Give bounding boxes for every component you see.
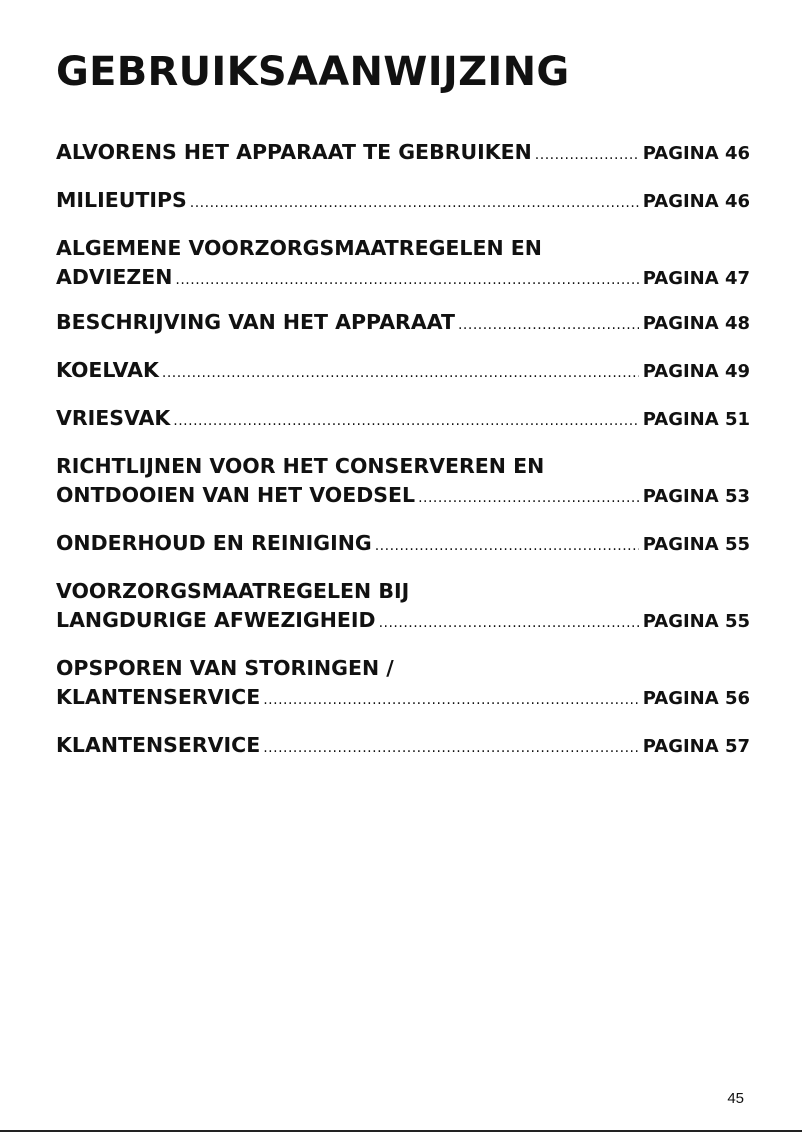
toc-line [56,683,750,715]
dot-leader [458,311,639,340]
toc-entry-title: KLANTENSERVICE [56,685,261,709]
toc-entry [56,234,750,295]
table-of-contents [56,122,750,763]
toc-entry [56,356,750,388]
toc-entry [56,138,750,170]
toc-page-ref: PAGINA 57 [642,736,750,757]
toc-entry-title: ALGEMENE VOORZORGSMAATREGELEN EN [56,236,542,260]
toc-entry-title: VOORZORGSMAATREGELEN BIJ [56,579,410,603]
dot-leader [379,609,639,638]
toc-line [56,234,750,263]
toc-page-ref: PAGINA 53 [642,486,750,507]
toc-page-ref: PAGINA 46 [642,143,750,164]
toc-entry-title: KOELVAK [56,358,159,382]
toc-line [56,731,750,763]
toc-entry-title: VRIESVAK [56,406,171,430]
toc-line [56,186,750,218]
toc-line [56,263,750,295]
toc-line [56,654,750,683]
dot-leader [375,532,639,561]
dot-leader [263,686,639,715]
toc-entry-title: ADVIEZEN [56,265,173,289]
toc-line [56,138,750,170]
toc-entry-title: RICHTLIJNEN VOOR HET CONSERVEREN EN [56,454,545,478]
toc-entry-title: MILIEUTIPS [56,188,187,212]
toc-entry [56,577,750,638]
toc-entry-title: BESCHRIJVING VAN HET APPARAAT [56,310,455,334]
toc-entry-title: ONDERHOUD EN REINIGING [56,531,372,555]
toc-page-ref: PAGINA 55 [642,534,750,555]
dot-leader [190,189,639,218]
dot-leader [263,734,639,763]
page-number: 45 [727,1090,744,1107]
dot-leader [535,141,639,170]
dot-leader [418,484,639,513]
toc-line [56,356,750,388]
toc-line [56,308,750,340]
toc-entry [56,404,750,436]
toc-page-ref: PAGINA 48 [642,313,750,334]
toc-entry-title: ONTDOOIEN VAN HET VOEDSEL [56,483,416,507]
toc-line [56,452,750,481]
toc-page-ref: PAGINA 56 [642,688,750,709]
toc-line [56,481,750,513]
toc-line [56,606,750,638]
toc-line [56,404,750,436]
toc-entry [56,186,750,218]
toc-entry-title: ALVORENS HET APPARAAT TE GEBRUIKEN [56,140,532,164]
toc-entry-title: KLANTENSERVICE [56,733,261,757]
toc-entry-title: OPSPOREN VAN STORINGEN / [56,656,394,680]
toc-line [56,577,750,606]
dot-leader [173,407,638,436]
toc-entry [56,308,750,340]
toc-entry [56,654,750,715]
toc-entry [56,529,750,561]
toc-page-ref: PAGINA 46 [642,191,750,212]
toc-page-ref: PAGINA 49 [642,361,750,382]
toc-entry [56,731,750,763]
toc-page-ref: PAGINA 55 [642,611,750,632]
toc-page-ref: PAGINA 47 [642,268,750,289]
toc-entry [56,452,750,513]
footer-rule [0,1130,802,1132]
toc-entry-title: LANGDURIGE AFWEZIGHEID [56,608,376,632]
toc-line [56,529,750,561]
toc-page-ref: PAGINA 51 [642,409,750,430]
page-title: GEBRUIKSAANWIJZING [56,49,570,95]
dot-leader [175,266,638,295]
dot-leader [162,359,639,388]
